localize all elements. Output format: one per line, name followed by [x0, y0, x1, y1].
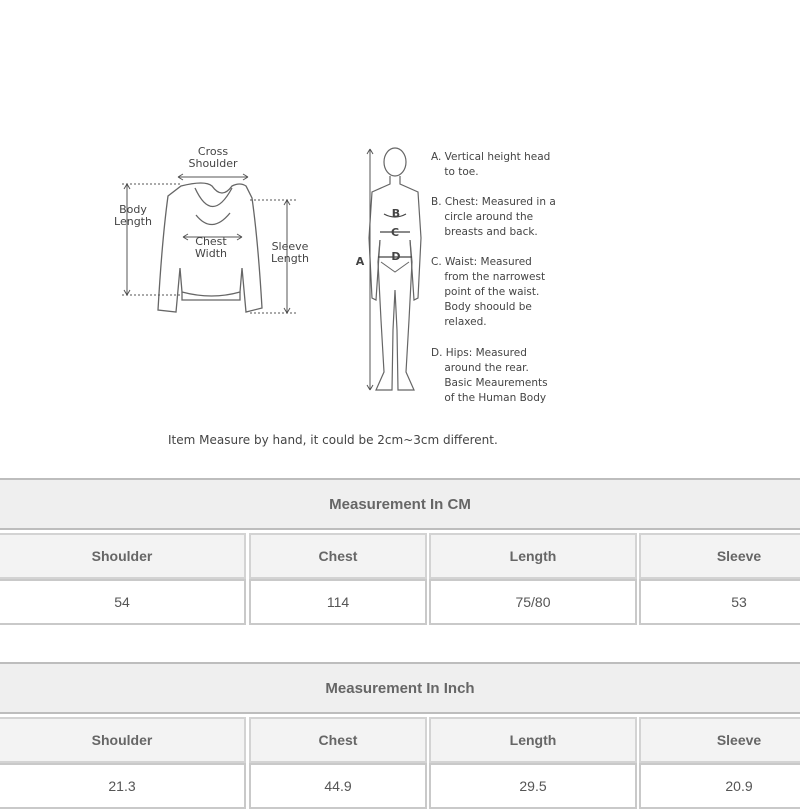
table-row — [0, 763, 800, 809]
note-d: D. Hips: Measured around the rear. Basic Meaurements of the Human Body — [431, 347, 548, 404]
table-header-row — [0, 533, 800, 579]
inch-size-table — [0, 662, 800, 800]
value-chest: 114 — [249, 579, 427, 625]
marker-d: D — [391, 250, 401, 263]
header-shoulder: Shoulder — [0, 717, 246, 763]
header-shoulder: Shoulder — [0, 533, 246, 579]
value-shoulder: 54 — [0, 579, 246, 625]
cm-size-table — [0, 478, 800, 628]
header-length: Length — [429, 717, 637, 763]
table-title: Measurement In CM — [0, 478, 800, 530]
note-c: C. Waist: Measured from the narrowest point of the waist. Body shoould be relaxed. — [431, 256, 546, 328]
header-chest: Chest — [249, 533, 427, 579]
table-header-row — [0, 717, 800, 763]
marker-a: A — [355, 255, 365, 268]
body-length-label: Body Length — [114, 203, 152, 228]
value-sleeve: 53 — [639, 579, 800, 625]
value-length: 29.5 — [429, 763, 637, 809]
header-sleeve: Sleeve — [639, 533, 800, 579]
value-shoulder: 21.3 — [0, 763, 246, 809]
cross-shoulder-label: Cross Shoulder — [188, 145, 238, 170]
chest-width-label: Chest Width — [195, 235, 227, 260]
header-sleeve: Sleeve — [639, 717, 800, 763]
measure-caption: Item Measure by hand, it could be 2cm~3cm different. — [168, 433, 498, 447]
value-sleeve: 20.9 — [639, 763, 800, 809]
value-chest: 44.9 — [249, 763, 427, 809]
marker-c: C — [390, 226, 400, 239]
marker-b: B — [391, 207, 401, 220]
header-length: Length — [429, 533, 637, 579]
note-a: A. Vertical height head to toe. — [431, 151, 551, 178]
note-b: B. Chest: Measured in a circle around the breasts and back. — [431, 196, 556, 238]
value-length: 75/80 — [429, 579, 637, 625]
header-chest: Chest — [249, 717, 427, 763]
human-figure — [369, 148, 421, 390]
table-row — [0, 579, 800, 625]
table-title: Measurement In Inch — [0, 662, 800, 714]
sleeve-length-label: Sleeve Length — [271, 240, 309, 265]
